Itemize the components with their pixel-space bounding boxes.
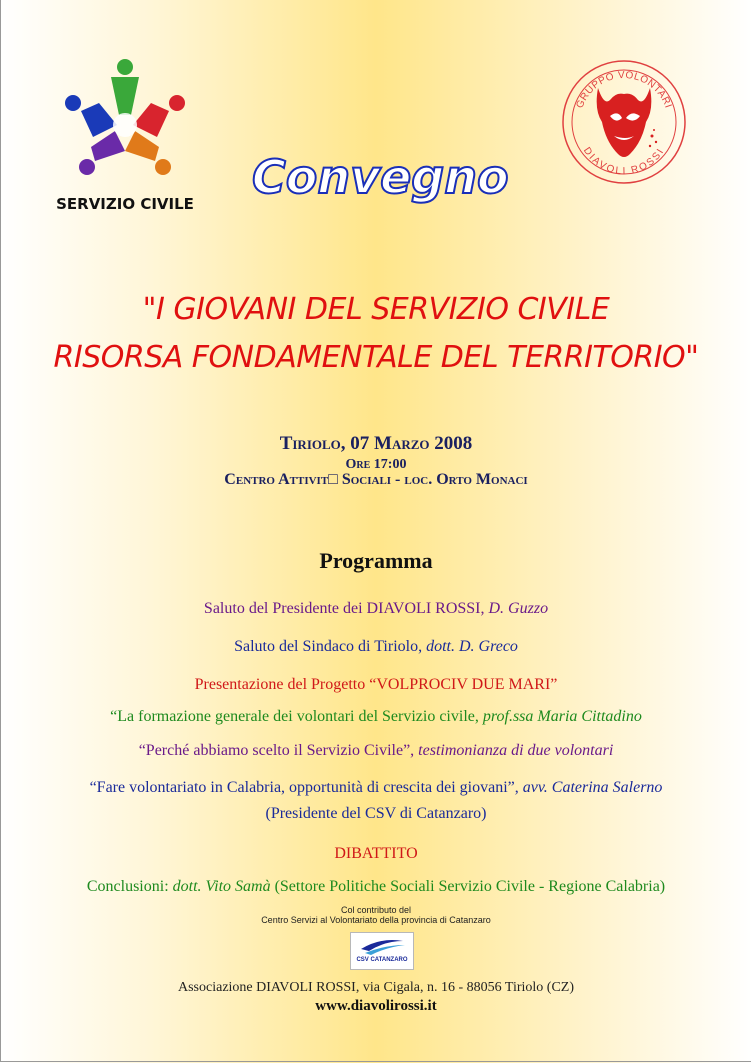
program-item-8 [0, 878, 752, 896]
program-item-text: “Perché abbiamo scelto il Servizio Civile”, [138, 742, 419, 759]
servizio-civile-logo [55, 55, 195, 213]
program-item-text: “Fare volontariato in Calabria, opportunità di crescita dei giovani”, [89, 779, 523, 796]
program-item-1 [0, 600, 752, 618]
program-item-speaker: dott. Vito Samà [172, 878, 271, 895]
program-item-text: Presentazione del Progetto “VOLPROCIV DUE MARI” [194, 676, 558, 693]
event-venue: Centro Attivit□ Sociali - loc. Orto Monaci [224, 471, 528, 488]
program-item-speaker: avv. Caterina Salerno [522, 779, 663, 796]
program-item-7 [0, 845, 752, 863]
program-item-lead: Conclusioni: [86, 878, 173, 895]
program-item-text: DIBATTITO [334, 845, 418, 862]
csv-logo-text: CSV CATANZARO [356, 957, 408, 963]
programma-heading: Programma [319, 548, 433, 573]
contribution-line-2: Centro Servizi al Volontariato della provincia di Catanzaro [261, 915, 491, 925]
convegno-heading: Convegno [252, 150, 509, 204]
program-item-text: Saluto del Presidente dei DIAVOLI ROSSI, [203, 600, 489, 617]
program-item-speaker: testimonianza di due volontari [418, 742, 614, 759]
diavoli-rossi-logo [560, 58, 688, 186]
event-time: Ore 17:00 [345, 457, 407, 472]
event-date: Tiriolo, 07 Marzo 2008 [279, 433, 473, 454]
program-item-5 [0, 742, 752, 760]
program-item-speaker: dott. D. Greco [426, 638, 518, 655]
program-item-text: “La formazione generale dei volontari del Servizio civile, [110, 708, 483, 725]
program-item-text: Saluto del Sindaco di Tiriolo, [234, 638, 427, 655]
program-item-6-note: (Presidente del CSV di Catanzaro) [265, 805, 487, 822]
title-line-2: RISORSA FONDAMENTALE DEL TERRITORIO" [53, 340, 699, 375]
diavoli-logo-top-text: GRUPPO VOLONTARI [574, 69, 674, 110]
program-item-6 [0, 779, 752, 797]
website-link[interactable]: www.diavolirossi.it [315, 998, 437, 1014]
servizio-civile-label: SERVIZIO CIVILE [56, 195, 194, 213]
program-item-text: (Settore Politiche Sociali Servizio Civile - Regione Calabria) [270, 878, 666, 895]
program-item-4 [0, 708, 752, 726]
program-item-speaker: D. Guzzo [488, 600, 549, 617]
program-item-3 [0, 676, 752, 694]
diavoli-logo-bottom-text: DIAVOLI ROSSI [580, 145, 668, 178]
devil-face-icon [560, 58, 688, 186]
contribution-line-1: Col contributo del [340, 905, 412, 915]
csv-catanzaro-logo [350, 932, 414, 970]
program-item-2 [0, 638, 752, 656]
title-line-1: "I GIOVANI DEL SERVIZIO CIVILE [142, 292, 610, 327]
csv-swoosh-icon [351, 933, 413, 957]
program-item-speaker: prof.ssa Maria Cittadino [482, 708, 642, 725]
servizio-civile-star-icon [59, 55, 191, 185]
association-address: Associazione DIAVOLI ROSSI, via Cigala, n. 16 - 88056 Tiriolo (CZ) [178, 980, 574, 995]
